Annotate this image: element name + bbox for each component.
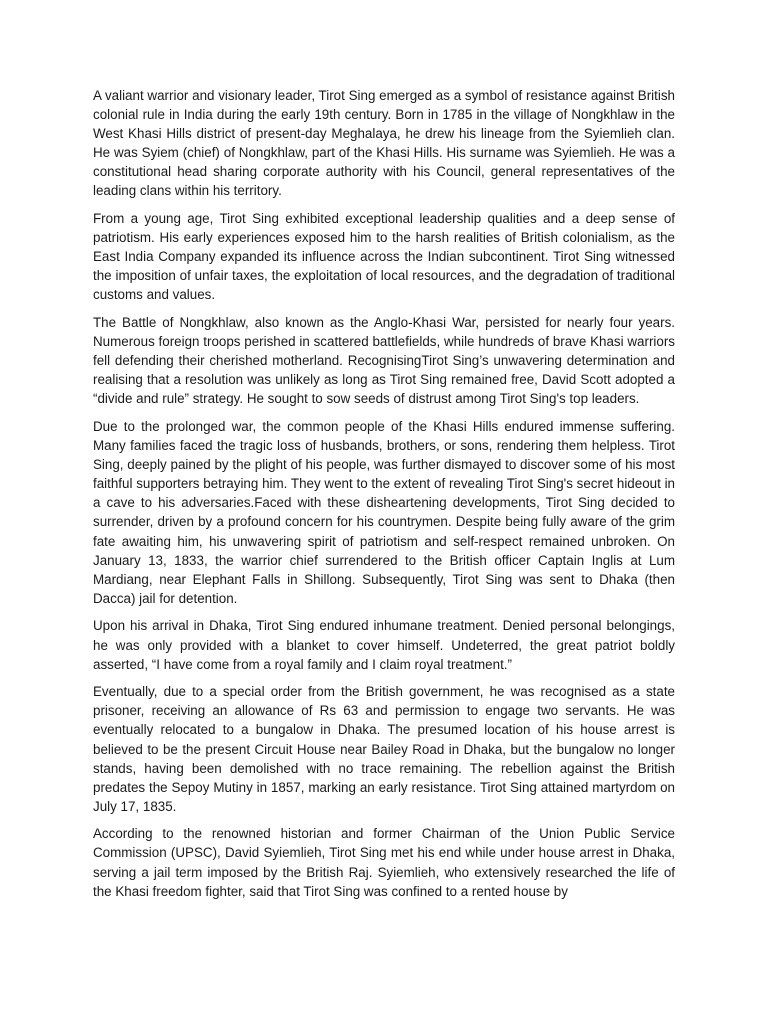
paragraph-battle: The Battle of Nongkhlaw, also known as the Anglo-Khasi War, persisted for nearly four years. Numerous foreign troops perished in scattered battlefields, while hundreds of brave Khasi warriors fell defending their cherished motherland. RecognisingTirot Sing’s unwavering determination and realising that a resolution was unlikely as long as Tirot Sing remained free, David Scott adopted a “divide and rule” strategy. He sought to sow seeds of distrust among Tirot Sing's top leaders.	[93, 315, 675, 407]
paragraph-state-prisoner: Eventually, due to a special order from the British government, he was recognised as a state prisoner, receiving an allowance of Rs 63 and permission to engage two servants. He was eventually relocated to a bungalow in Dhaka. The presumed location of his house arrest is believed to be the present Circuit House near Bailey Road in Dhaka, but the bungalow no longer stands, having been demolished with no trace remaining. The rebellion against the British predates the Sepoy Mutiny in 1857, marking an early resistance. Tirot Sing attained martyrdom on July 17, 1835.	[93, 684, 675, 814]
document-page	[93, 86, 675, 909]
paragraph-intro: A valiant warrior and visionary leader, Tirot Sing emerged as a symbol of resistance against British colonial rule in India during the early 19th century. Born in 1785 in the village of Nongkhlaw in the West Khasi Hills district of present-day Meghalaya, he drew his lineage from the Syiemlieh clan. He was Syiem (chief) of Nongkhlaw, part of the Khasi Hills. His surname was Syiemlieh. He was a constitutional head sharing corporate authority with his Council, general representatives of the leading clans within his territory.	[93, 88, 675, 199]
paragraph-dhaka-arrival: Upon his arrival in Dhaka, Tirot Sing endured inhumane treatment. Denied personal belongings, he was only provided with a blanket to cover himself. Undeterred, the great patriot boldly asserted, “I have come from a royal family and I claim royal treatment.”	[93, 618, 675, 672]
paragraph-surrender: Due to the prolonged war, the common people of the Khasi Hills endured immense suffering. Many families faced the tragic loss of husbands, brothers, or sons, rendering them helpless. Tirot Sing, deeply pained by the plight of his people, was further dismayed to discover some of his most faithful supporters betraying him. They went to the extent of revealing Tirot Sing's secret hideout in a cave to his adversaries.Faced with these disheartening developments, Tirot Sing decided to surrender, driven by a profound concern for his countrymen. Despite being fully aware of the grim fate awaiting him, his unwavering spirit of patriotism and self-respect remained unbroken. On January 13, 1833, the warrior chief surrendered to the British officer Captain Inglis at Lum Mardiang, near Elephant Falls in Shillong. Subsequently, Tirot Sing was sent to Dhaka (then Dacca) jail for detention.	[93, 419, 675, 606]
paragraph-historian: According to the renowned historian and former Chairman of the Union Public Service Commission (UPSC), David Syiemlieh, Tirot Sing met his end while under house arrest in Dhaka, serving a jail term imposed by the British Raj. Syiemlieh, who extensively researched the life of the Khasi freedom fighter, said that Tirot Sing was confined to a rented house by	[93, 826, 675, 899]
paragraph-early-life: From a young age, Tirot Sing exhibited exceptional leadership qualities and a deep sense of patriotism. His early experiences exposed him to the harsh realities of British colonialism, as the East India Company expanded its influence across the Indian subcontinent. Tirot Sing witnessed the imposition of unfair taxes, the exploitation of local resources, and the degradation of traditional customs and values.	[93, 211, 675, 303]
